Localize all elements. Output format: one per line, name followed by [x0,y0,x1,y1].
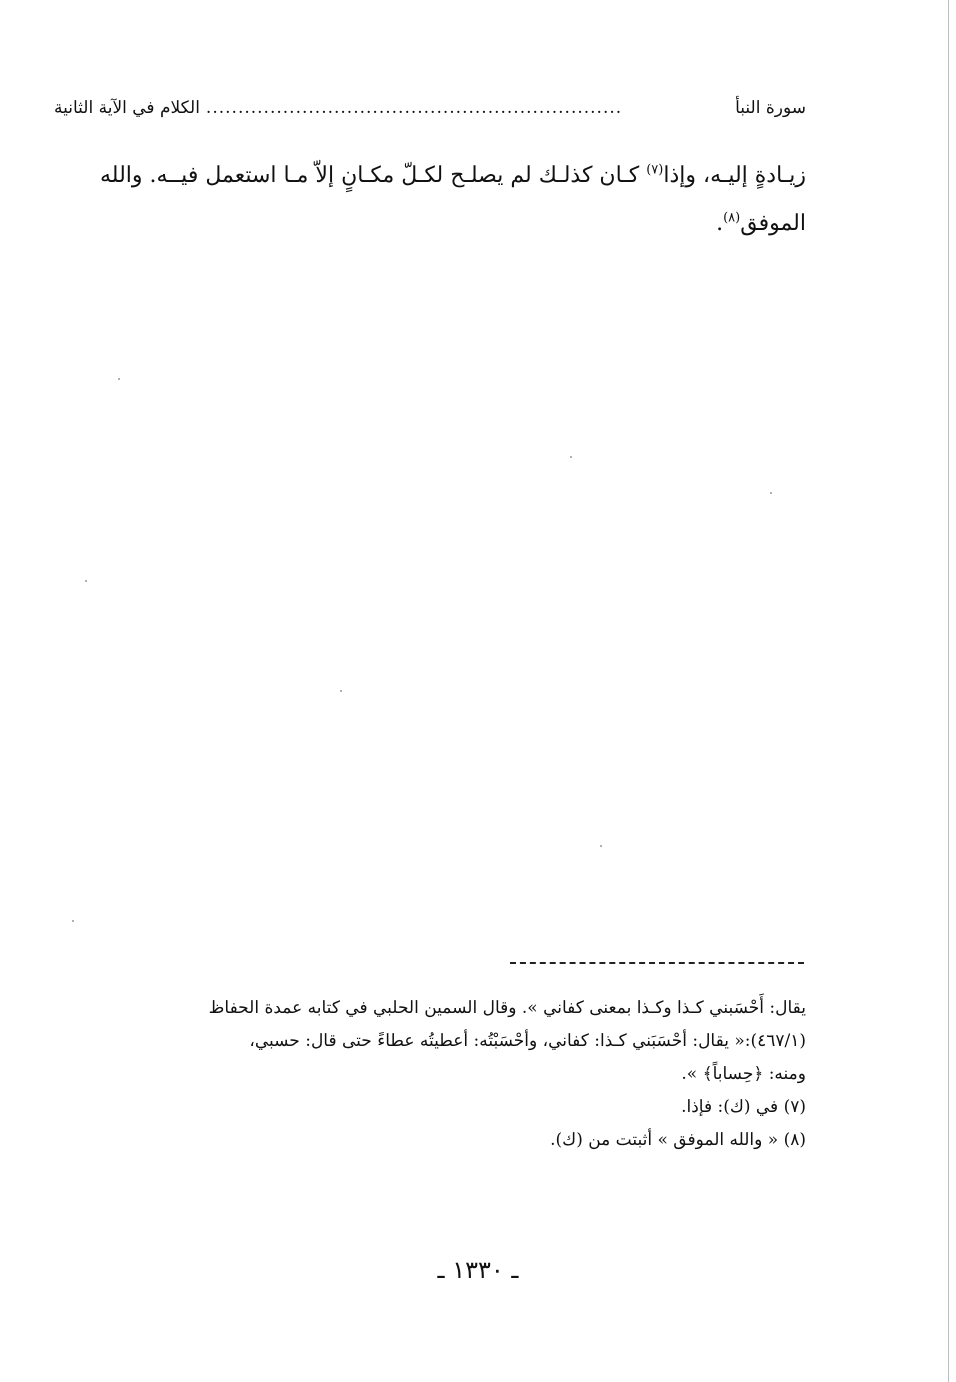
main-body-text [54,152,806,248]
scan-speck [72,920,74,922]
body-line-2 [54,200,806,248]
body-text-period: . [716,211,724,236]
body-text-after-note-7: كـان كذلـك لم يصلـح لكـلّ مكـانٍ إلاّ مـا استعمل فيــه. والله [99,163,647,188]
page-number: ـ ١٣٣٠ ـ [437,1256,519,1284]
footnote-continued-line-1: يقال: أَحْسَبني كـذا وكـذا بمعنى كفاني ». وقال السمين الحلبي في كتابه عمدة الحفاظ [208,998,806,1018]
footnote-continued-line-3: ومنه: ﴿حِساباً﴾ ». [681,1064,806,1084]
footnote-ref-7: (٧) [646,162,664,178]
header-surah-title: سورة النبأ [735,98,806,118]
footnote-8: (٨) « والله الموفق » أثبتت من (ك). [550,1130,806,1150]
header-section-title: الكلام في الآية الثانية [54,98,200,118]
scan-speck [340,690,342,692]
running-header [54,98,806,126]
body-text-closing: الموفق [740,211,806,236]
body-line-1 [54,152,806,200]
scan-speck [85,580,87,582]
header-leader-dots: ................................................................. [205,98,623,118]
footnote-ref-8: (٨) [723,210,741,226]
scan-speck [570,456,572,458]
scan-speck [600,845,602,847]
scan-edge-line [948,0,949,1382]
scan-speck [770,492,772,494]
body-text-before-note-7: زيـادةٍ إليـه، وإذا [663,163,806,188]
footnote-7: (٧) في (ك): فإذا. [681,1097,806,1117]
footnotes-block [54,992,806,1157]
footnote-continued-line-2: (٤٦٧/١):« يقال: أحْسَبَني كـذا: كفاني، وأحْسَبْتُه: أعطيتُه عطاءً حتى قال: حسبي، [249,1031,806,1051]
footnote-separator [510,962,804,964]
scan-speck [118,378,120,380]
